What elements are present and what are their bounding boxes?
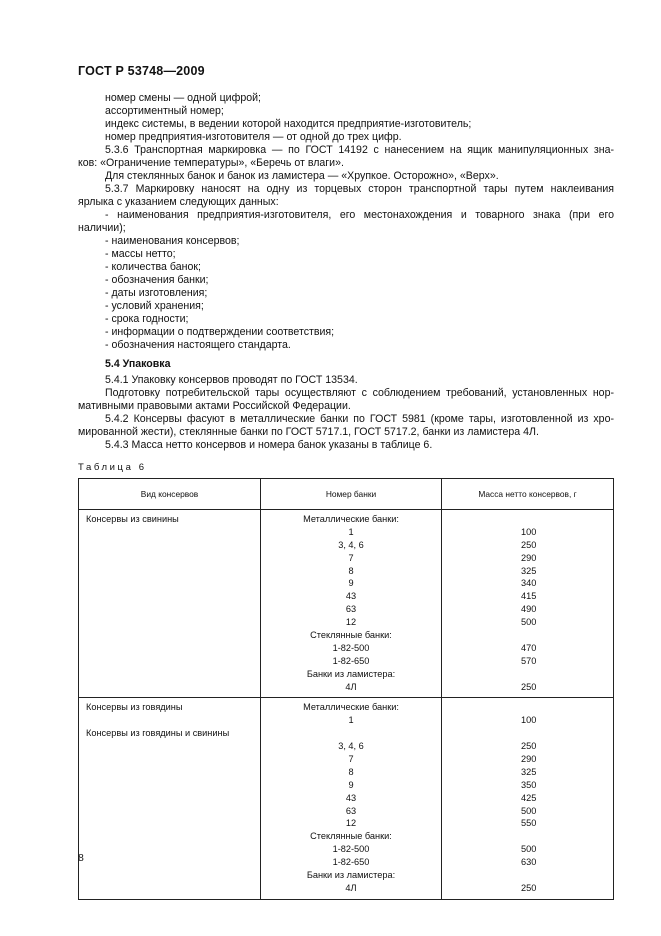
- can-number: 12: [345, 617, 357, 628]
- net-mass: 290: [521, 754, 537, 765]
- text-line: 5.3.6 Транспортная маркировка — по ГОСТ 14192 с нанесением на ящик манипуляционных зна-: [105, 144, 614, 156]
- kind-label: Консервы из говядины и свинины: [86, 728, 230, 739]
- can-number: 1-82-650: [332, 857, 370, 868]
- net-mass: 250: [521, 681, 537, 692]
- document-header: ГОСТ Р 53748—2009: [78, 64, 205, 78]
- can-number: Банки из ламистера:: [306, 668, 396, 679]
- text-line: - количества банок;: [105, 261, 201, 273]
- kind-label: Консервы из свинины: [86, 514, 179, 524]
- can-number-cell: [261, 698, 442, 899]
- table-row-pork: [79, 510, 614, 698]
- text-line: ков: «Ограничение температуры», «Беречь от влаги».: [78, 157, 344, 169]
- can-number: 3, 4, 6: [338, 741, 364, 752]
- can-number-cell: [261, 510, 442, 698]
- can-number: 1-82-500: [332, 844, 370, 855]
- net-mass: 500: [521, 617, 537, 628]
- header-kind: Вид консервов: [79, 479, 261, 510]
- can-number: 3, 4, 6: [338, 539, 364, 550]
- text-line: ярлыка с указанием следующих данных:: [78, 196, 279, 208]
- net-mass: [442, 513, 613, 526]
- can-number: 12: [345, 818, 357, 829]
- text-line: наличии);: [78, 222, 126, 234]
- can-number: 4Л: [345, 681, 357, 692]
- net-mass: [442, 869, 613, 882]
- can-number: 8: [348, 766, 354, 777]
- table-row-beef: [79, 698, 614, 899]
- can-number: 1-82-650: [332, 655, 370, 666]
- text-line: - информации о подтверждении соответствия;: [105, 326, 335, 338]
- text-line: Для стеклянных банок и банок из ламистера — «Хрупкое. Осторожно», «Верх».: [105, 170, 499, 182]
- net-mass: 100: [521, 715, 537, 726]
- can-number: 1: [348, 715, 354, 726]
- page-number: 8: [78, 852, 84, 864]
- can-number: 7: [348, 754, 354, 765]
- text-line: мированной жести), стеклянные банки по ГОСТ 5717.1, ГОСТ 5717.2, банки из ламистера 4Л.: [78, 426, 539, 438]
- net-mass: [442, 830, 613, 843]
- text-line: номер предприятия-изготовителя — от одной до трех цифр.: [105, 131, 402, 143]
- paragraph-block-marking: [78, 92, 614, 352]
- text-line: номер смены — одной цифрой;: [105, 92, 261, 104]
- can-number: 1-82-500: [332, 642, 370, 653]
- can-number: 63: [345, 604, 357, 615]
- net-mass: 350: [521, 779, 537, 790]
- net-mass: 630: [521, 857, 537, 868]
- net-mass: [442, 668, 613, 681]
- can-number: Стеклянные банки:: [310, 831, 392, 842]
- net-mass: 500: [521, 805, 537, 816]
- net-mass: 250: [521, 741, 537, 752]
- table-caption: Таблица 6: [78, 462, 147, 473]
- text-line: - наименования предприятия-изготовителя, его местонахождения и товарного знака (при его: [105, 209, 614, 221]
- net-mass: 570: [521, 655, 537, 666]
- can-number: 9: [348, 578, 354, 589]
- text-line: - обозначения настоящего стандарта.: [105, 339, 291, 351]
- can-number: 9: [348, 779, 354, 790]
- text-line: 5.4.3 Масса нетто консервов и номера банок указаны в таблице 6.: [105, 439, 433, 451]
- can-number: 8: [348, 565, 354, 576]
- can-number: Банки из ламистера:: [306, 870, 396, 881]
- text-line: 5.4.2 Консервы фасуют в металлические банки по ГОСТ 5981 (кроме тары, изготовленной из хро-: [105, 413, 614, 425]
- net-mass: 290: [521, 552, 537, 563]
- text-line: - срока годности;: [105, 313, 189, 325]
- net-mass: 250: [521, 882, 537, 893]
- text-line: - наименования консервов;: [105, 235, 240, 247]
- net-mass: [442, 701, 613, 714]
- text-line: - массы нетто;: [105, 248, 176, 260]
- kind-cell: [79, 698, 261, 899]
- can-number: Металлические банки:: [303, 702, 399, 713]
- text-line: ассортиментный номер;: [105, 105, 224, 117]
- can-number: [261, 727, 441, 740]
- net-mass: 550: [521, 818, 537, 829]
- can-number: 7: [348, 552, 354, 563]
- net-mass: [442, 629, 613, 642]
- net-mass: 325: [521, 565, 537, 576]
- text-line: - даты изготовления;: [105, 287, 208, 299]
- header-can-number: Номер банки: [261, 479, 442, 510]
- can-number: 63: [345, 805, 357, 816]
- can-number: 43: [345, 792, 357, 803]
- can-number: 4Л: [345, 882, 357, 893]
- net-mass: 490: [521, 604, 537, 615]
- can-number: 43: [345, 591, 357, 602]
- net-mass: 325: [521, 766, 537, 777]
- text-line: - обозначения банки;: [105, 274, 209, 286]
- net-mass: 470: [521, 642, 537, 653]
- kind-cell: [79, 510, 261, 698]
- net-mass: 425: [521, 792, 537, 803]
- net-mass-cell: [442, 510, 614, 698]
- header-net-mass: Масса нетто консервов, г: [442, 479, 614, 510]
- paragraph-block-packing: [78, 374, 614, 452]
- table-header-row: [79, 479, 614, 510]
- net-mass: 250: [521, 539, 537, 550]
- net-mass-cell: [442, 698, 614, 899]
- text-line: 5.4.1 Упаковку консервов проводят по ГОСТ 13534.: [105, 374, 358, 386]
- text-line: 5.3.7 Маркировку наносят на одну из торцевых сторон транспортной тары путем наклеивания: [105, 183, 614, 195]
- kind-label: Консервы из говядины: [86, 702, 183, 713]
- can-number: 1: [348, 526, 354, 537]
- net-mass: 340: [521, 578, 537, 589]
- net-mass: 500: [521, 844, 537, 855]
- can-number: Стеклянные банки:: [310, 630, 392, 641]
- net-mass: 415: [521, 591, 537, 602]
- net-mass: [442, 727, 613, 740]
- text-line: мативными правовыми актами Российской Федерации.: [78, 400, 351, 412]
- body-text: [78, 92, 614, 452]
- text-line: Подготовку потребительской тары осуществляют с соблюдением требований, установленных нор-: [105, 387, 614, 399]
- net-mass: 100: [521, 526, 537, 537]
- text-line: индекс системы, в ведении которой находится предприятие-изготовитель;: [105, 118, 472, 130]
- can-number: Металлические банки:: [303, 514, 399, 524]
- section-title: 5.4 Упаковка: [105, 358, 171, 370]
- text-line: - условий хранения;: [105, 300, 204, 312]
- table-6: [78, 478, 614, 900]
